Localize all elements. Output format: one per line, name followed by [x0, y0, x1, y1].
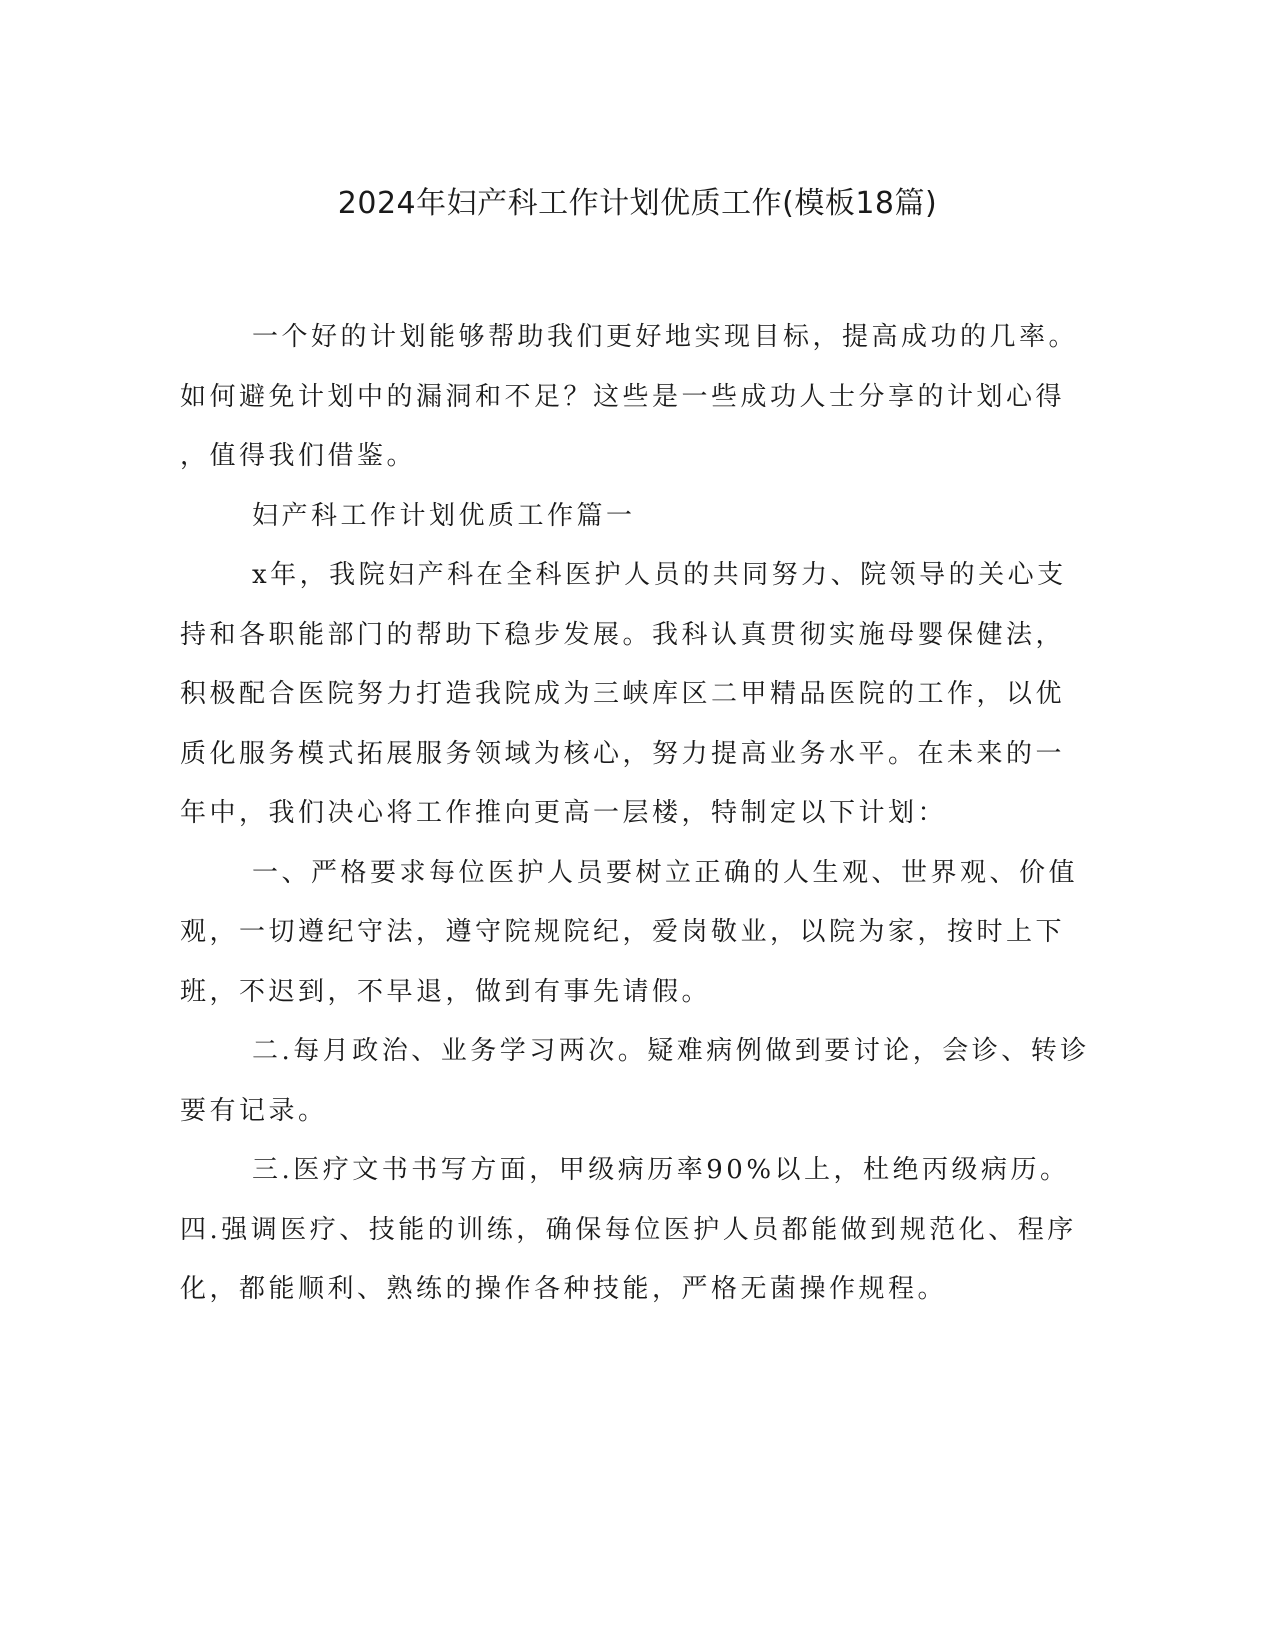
- paragraph-line: 如何避免计划中的漏洞和不足？这些是一些成功人士分享的计划心得: [180, 381, 1066, 412]
- paragraph-line: 化，都能顺利、熟练的操作各种技能，严格无菌操作规程。: [180, 1274, 948, 1304]
- section-heading: 妇产科工作计划优质工作篇一: [252, 500, 636, 531]
- paragraph-line: 持和各职能部门的帮助下稳步发展。我科认真贯彻实施母婴保健法，: [180, 619, 1066, 650]
- document-body: [180, 308, 1090, 1320]
- paragraph-line: 年中，我们决心将工作推向更高一层楼，特制定以下计划：: [180, 798, 948, 828]
- document-title: 2024年妇产科工作计划优质工作(模板18篇): [337, 186, 938, 221]
- paragraph-line: 四.强调医疗、技能的训练，确保每位医护人员都能做到规范化、程序: [180, 1214, 1077, 1245]
- paragraph-line: 观，一切遵纪守法，遵守院规院纪，爱岗敬业，以院为家，按时上下: [180, 917, 1066, 947]
- paragraph-line: 二.每月政治、业务学习两次。疑难病例做到要讨论，会诊、转诊: [252, 1036, 1090, 1066]
- paragraph-line: 积极配合医院努力打造我院成为三峡库区二甲精品医院的工作，以优: [180, 679, 1066, 709]
- paragraph-line: 一个好的计划能够帮助我们更好地实现目标，提高成功的几率。: [252, 322, 1079, 352]
- paragraph-line: 班，不迟到，不早退，做到有事先请假。: [180, 976, 712, 1007]
- paragraph-line: 质化服务模式拓展服务领域为核心，努力提高业务水平。在未来的一: [180, 738, 1066, 769]
- paragraph-line: ，值得我们借鉴。: [180, 441, 417, 471]
- paragraph-line: 三.医疗文书书写方面，甲级病历率90%以上，杜绝丙级病历。: [252, 1155, 1070, 1185]
- paragraph-line: x年，我院妇产科在全科医护人员的共同努力、院领导的关心支: [252, 560, 1067, 590]
- paragraph-line: 一、严格要求每位医护人员要树立正确的人生观、世界观、价值: [252, 857, 1079, 888]
- paragraph-line: 要有记录。: [180, 1095, 328, 1126]
